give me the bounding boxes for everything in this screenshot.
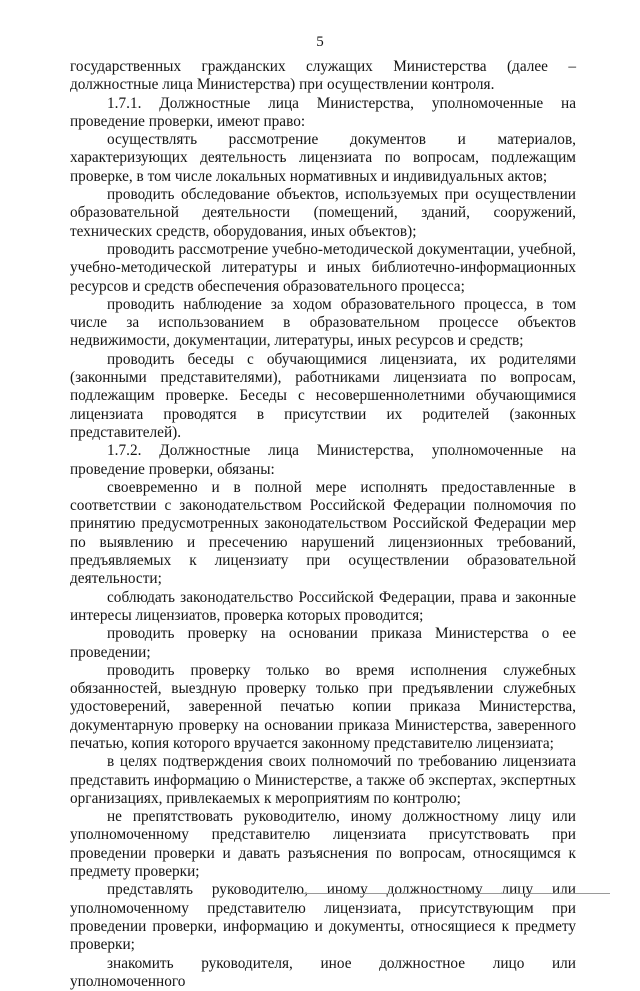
paragraph-duty-execute: своевременно и в полной мере исполнять предоставленные в соответствии с законодательством Российской Федерации полномочия по принятию предусмотренных законодательством Российской Федерации мер по выявлению и пресечению нарушений лицензионных требований, предъявляемых к лицензиату при осуществлении образовательной деятельности; <box>70 478 576 588</box>
paragraph-continuation: государственных гражданских служащих Министерства (далее – должностные лица Министерства) при осуществлении контроля. <box>70 58 576 94</box>
paragraph-right-observation: проводить наблюдение за ходом образовательного процесса, в том числе за использованием в образовательном процессе объектов недвижимости, документации, литературы, иных ресурсов и средств; <box>70 295 576 350</box>
paragraph-duty-provide-info: представлять руководителю, иному должностному лицу или уполномоченному представителю лицензиата, присутствующим при проведении проверки, информацию и документы, относящиеся к предмету проверки; <box>70 881 576 954</box>
page-bottom-rule <box>300 893 610 894</box>
paragraph-1-7-2-heading: 1.7.2. Должностные лица Министерства, уполномоченные на проведение проверки, обязаны: <box>70 442 576 478</box>
paragraph-1-7-1-heading: 1.7.1. Должностные лица Министерства, уполномоченные на проведение проверки, имеют право: <box>70 94 576 130</box>
paragraph-duty-comply: соблюдать законодательство Российской Федерации, права и законные интересы лицензиатов, проверка которых проводится; <box>70 588 576 624</box>
paragraph-right-conversations: проводить беседы с обучающимися лицензиата, их родителями (законными представителями), работниками лицензиата по вопросам, подлежащим проверке. Беседы с несовершеннолетними обучающимися лицензиата проводятся в присутствии их родителей (законных представителей). <box>70 350 576 441</box>
paragraph-duty-acquaint: знакомить руководителя, иное должностное лицо или уполномоченного <box>70 954 576 990</box>
paragraph-right-methodology: проводить рассмотрение учебно-методической документации, учебной, учебно-методической литературы и иных библиотечно-информационных ресурсов и средств обеспечения образовательного процесса; <box>70 240 576 295</box>
paragraph-duty-order: проводить проверку на основании приказа Министерства о ее проведении; <box>70 625 576 661</box>
paragraph-duty-no-obstruction: не препятствовать руководителю, иному должностному лицу или уполномоченному представителю лицензиата присутствовать при проведении проверки и давать разъяснения по вопросам, относящимся к предмету проверки; <box>70 808 576 881</box>
paragraph-duty-duration: проводить проверку только во время исполнения служебных обязанностей, выездную проверку только при предъявлении служебных удостоверений, заверенной печатью копии приказа Министерства, документарную проверку на основании приказа Министерства, заверенного печатью, копия которого вручается законному представителю лицензиата; <box>70 661 576 752</box>
paragraph-right-inspection: проводить обследование объектов, используемых при осуществлении образовательной деятельности (помещений, зданий, сооружений, технических средств, оборудования, иных объектов); <box>70 186 576 240</box>
page-number: 5 <box>316 34 324 50</box>
paragraph-right-documents: осуществлять рассмотрение документов и материалов, характеризующих деятельность лицензиата по вопросам, подлежащим проверке, в том числе локальных нормативных и индивидуальных актов; <box>70 131 576 185</box>
document-body <box>70 58 576 991</box>
paragraph-duty-credentials: в целях подтверждения своих полномочий по требованию лицензиата представить информацию о Министерстве, а также об экспертах, экспертных организациях, привлекаемых к мероприятиям по контролю; <box>70 753 576 807</box>
